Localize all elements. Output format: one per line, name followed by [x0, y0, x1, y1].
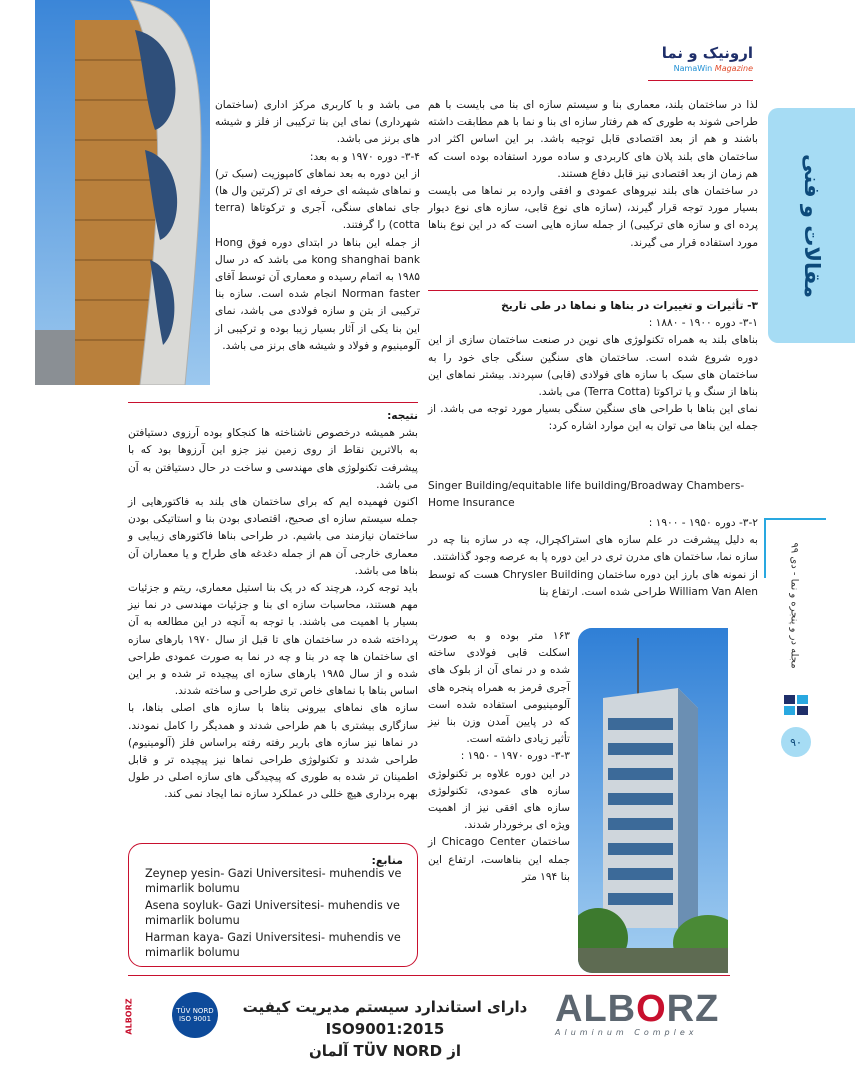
sub2-heading: ۳-۲- دوره ۱۹۵۰ - ۱۹۰۰ :	[648, 517, 758, 529]
brand-subtitle: Aluminum Complex	[555, 1028, 698, 1037]
sub2-paragraph: به دلیل پیشرفت در علم سازه های استراکچرال، چه در سازه بنا چه در سازه نما، ساختمان های مدرن تری در این دوره پا به عرصه وجود گذاشتند.	[428, 534, 758, 564]
brand-part-b: RZ	[666, 988, 720, 1030]
narrow-column	[428, 628, 570, 886]
section-tab	[768, 108, 855, 343]
sub3-heading: ۳-۳- دوره ۱۹۷۰ - ۱۹۵۰ :	[460, 750, 570, 763]
logo-suffix: Magazine	[714, 64, 753, 73]
section-3	[428, 298, 758, 436]
section3-heading: ۳- تأثیرات و تغییرات در بناها و نماها در طی تاریخ	[501, 300, 758, 312]
side-caption: مجله در و پنجره و نما - دی ۹۹	[788, 542, 800, 669]
narrow-paragraph: ۱۶۳ متر بوده و به صورت اسکلت قابی فولادی ساخته شده و در نمای آن از بلوک های آجری قرمز به همراه پنجره های آلومینیومی استفاده شده است که در پایین آمدن وزن بنا نیز تأثیر زیادی داشته است.	[428, 630, 570, 746]
sub1-heading: ۳-۱- دوره ۱۹۰۰ - ۱۸۸۰ :	[648, 317, 758, 330]
brand-part-a: ALB	[555, 988, 637, 1030]
alborz-logo	[555, 990, 730, 1042]
side-brand-text: ALBORZ	[124, 998, 134, 1035]
magazine-logo	[628, 44, 753, 78]
section-title: مقالات و فنی	[800, 153, 824, 298]
conclusion-heading: نتیجه:	[387, 410, 418, 422]
sub3-paragraph-2: ساختمان Chicago Center از جمله این بناهاست، ارتفاع این بنا ۱۹۴ متر	[428, 836, 570, 883]
tuv-certification-badge: TÜV NORD ISO 9001	[172, 992, 218, 1038]
conclusion-paragraph-1: بشر همیشه درخصوص ناشناخته ها کنجکاو بوده آرزوی دستیافتن به بالاترین نقاط از روی زمین نیز جزو این آرزوها بود که با پیشرفت تکنولوژی های مهندسی و ساخت در حال دستیافتن به آن می باشد.	[128, 427, 418, 491]
reference-item: Harman kaya- Gazi Universitesi- muhendis ve mimarlik bolumu	[145, 931, 401, 959]
page-number: ۹۰	[781, 727, 811, 757]
reference-item: Asena soyluk- Gazi Universitesi- muhendis ve mimarlik bolumu	[145, 899, 400, 927]
intro-paragraph-1: لذا در ساختمان بلند، معماری بنا و سیستم سازه ای بنا می بایست با هم طراحی شوند به طوری که هم رفتار سازه ای بنا و نما با هم مطابقت داشته باشند و هم از بعد اقتصادی قابل توجیه باشد. بر این اساس اکثر ادر ساختمان های بلند پلان های کاربردی و ساده مورد استفاده بوده است که هم زمان از بعد اقتصادی نیز قابل دفاع هستند.	[428, 99, 758, 180]
section-3-2	[428, 515, 758, 601]
sub3-paragraph: در این دوره علاوه بر تکنولوژی سازه های عمودی، تکنولوژی سازه های افقی نیز از اهمیت ویژه ای برخوردار شدند.	[428, 767, 570, 832]
sub4-paragraph: از این دوره به بعد نماهای کامپوزیت (سبک تر) و نماهای شیشه ای حرفه ای تر (کرتین وال ها) جای نماهای سنگی، آجری و ترکوتاها (terra cotta) را گرفتند.	[215, 167, 420, 232]
side-rule	[766, 518, 826, 520]
iso-line-1: دارای استاندارد سیستم مدیریت کیفیت ISO9001:2015	[242, 998, 528, 1038]
left-column-top	[215, 97, 420, 355]
right-column	[428, 97, 758, 252]
iso-line-2: از TÜV NORD آلمان	[308, 1042, 462, 1060]
references-title: منابع:	[371, 854, 403, 867]
iso-statement	[230, 996, 540, 1062]
conclusion	[128, 408, 418, 804]
divider-left	[128, 402, 418, 403]
logo-persian: ارونیک و نما	[661, 44, 753, 62]
sub1-paragraph-2: نمای این بناها با طراحی های سنگین سنگی بسیار مورد توجه می باشد. از جمله این بناها می توان به این موارد اشاره کرد:	[428, 403, 758, 433]
footer-divider	[128, 975, 730, 976]
references-box	[128, 843, 418, 967]
sub1-paragraph: بناهای بلند به همراه تکنولوژی های نوین در صنعت ساختمان سازی از این دوره شروع شده است. ساختمان های سنگین سنگی جای خود را به ساختمان های سبک با سازه های فولادی (قابی) سپردند. بیشتر نماهای این بناها از سنگ و یا تراکوتا (Terra Cotta) می باشد.	[428, 334, 758, 399]
sub4-paragraph-2: از جمله این بناها در ابتدای دوره فوق Hong kong shanghai bank می باشد که در سال ۱۹۸۵ به اتمام رسیده و معماری آن توسط آقای Norman faster انجام شده است. سازه بنا ترکیبی از بتن و سازه فولادی می باشد، نمای این بنا یکی از آثار بسیار زیبا بوده و ترکیبی از آلومینیوم و فولاد و شیشه های برنز می باشد.	[215, 236, 420, 352]
conclusion-paragraph-3: باید توجه کرد، هرچند که در یک بنا استیل معماری، ریتم و جزئیات مهم هستند، محاسبات سازه ای بنا و جزئیات مهندسی در نما نیز بسیار با اهمیت می باشند. با توجه به آنچه در این مطالعه به آن پرداخته شده در ساختمان های تا قبل از سال ۱۹۷۰ بارهای سازه ای ساختمان ها چه در بنا و چه در نما به صورت عمودی طراحی شده و از سال ۱۹۸۵ بارهای سازه ای پیچیده تر شده و بر این اساس بناها با نماهای خاص تری طراحی و ساخته شدند.	[128, 582, 419, 698]
conclusion-paragraph-2: اکنون فهمیده ایم که برای ساختمان های بلند به فاکتورهایی از جمله سیستم سازه ای صحیح، اقتصادی بودن بنا و استاتیکی بودن ساختمان نیازمند می باشیم. در طراحی بناها فاکتورهای زیبایی و معماری خارجی آن هم از جمله دغدغه های طراح و یا معماران آن بناها می باشد.	[128, 496, 418, 577]
reference-item: Zeynep yesin- Gazi Universitesi- muhendis ve mimarlik bolumu	[145, 867, 402, 895]
brand-part-o: O	[636, 988, 667, 1030]
left-top-paragraph: می باشد و با کاربری مرکز اداری (ساختمان شهرداری) نمای این بنا ترکیبی از فلز و شیشه های برنز می باشد.	[215, 99, 420, 146]
logo-site: NamaWin	[673, 64, 713, 73]
conclusion-paragraph-4: سازه های نماهای بیرونی بناها با سازه های اصلی بناها، با سازگاری بیشتری با هم طراحی شدند و همدیگر را کامل نمودند. در نماها نیز سازه های باربر رفته رفته براساس فلز (آلومینیوم) طراحی شدند و تکنولوژی طراحی نماها نیز پیچیده تر و قابل اطمینان تر شده به طوری که پیچیدگی های سازه اصلی در طول بهره برداری هیچ خللی در عملکرد سازه نما ایجاد نمی کند.	[128, 702, 418, 801]
sub2-paragraph-2: از نمونه های بارز این دوره ساختمان Chrysler Building هست که توسط William Van Alen طراحی شده است. ارتفاع بنا	[428, 568, 758, 598]
intro-paragraph-2: در ساختمان های بلند نیروهای عمودی و افقی وارده بر نماها می بایست بسیار مورد توجه قرار گیرند، (سازه های نوع قابی، سازه های نوع دیوار پرده ای و سازه های ترکیبی) از جمله سازه هایی است که در این نوع بناها مورد استفاده قرار می گیرند.	[428, 185, 758, 249]
divider-right	[428, 290, 758, 291]
building-photo-top	[35, 0, 210, 385]
building-photo-bottom	[578, 628, 728, 973]
english-example: Singer Building/equitable life building/Broadway Chambers-Home Insurance	[428, 480, 745, 510]
window-icon	[782, 693, 810, 717]
logo-underline	[648, 80, 753, 81]
side-rule-vertical	[764, 518, 766, 578]
sub4-heading: ۳-۴- دوره ۱۹۷۰ و به بعد:	[309, 150, 420, 163]
